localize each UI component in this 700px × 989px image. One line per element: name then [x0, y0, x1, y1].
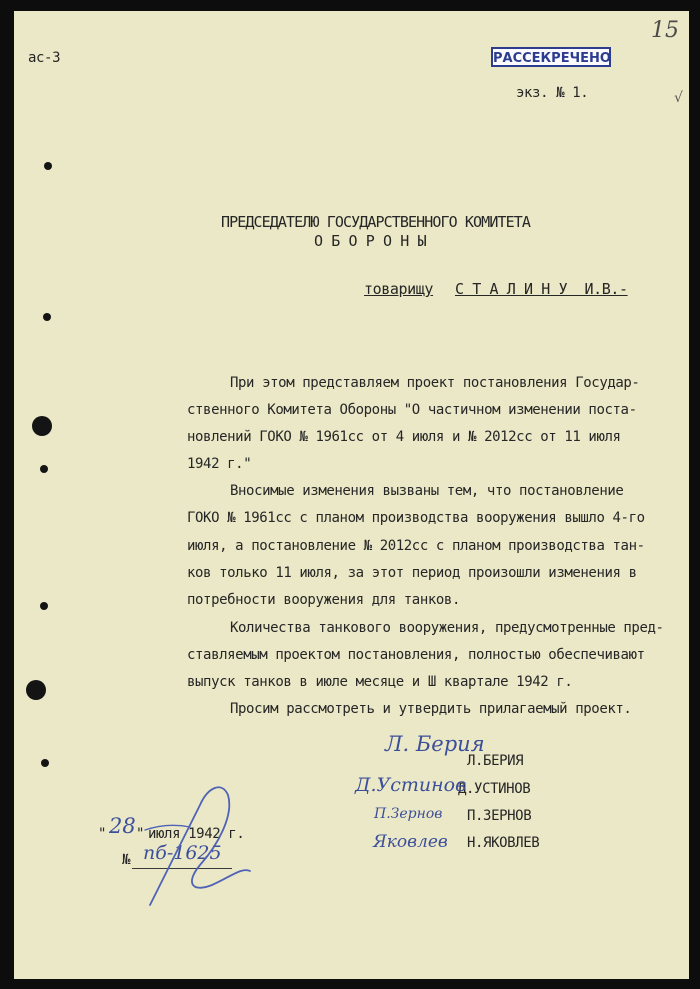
- punch-hole: [43, 313, 51, 321]
- body-line: ГОКО № 1961сс с планом производства вооружения вышло 4-го: [187, 510, 645, 526]
- page-number: 15: [651, 18, 679, 43]
- body-line: При этом представляем проект постановления Государ-: [230, 375, 640, 391]
- date-day: 28: [109, 814, 136, 838]
- copy-number: экз. № 1.: [516, 85, 589, 101]
- ink-scribble: [130, 775, 270, 915]
- addressee-name: С Т А Л И Н У И.В.-: [455, 280, 628, 298]
- body-line: июля, а постановление № 2012сс с планом производства тан-: [187, 538, 645, 554]
- body-line: ков только 11 июля, за этот период произошли изменения в: [187, 565, 637, 581]
- body-line: Просим рассмотреть и утвердить прилагаемый проект.: [230, 701, 632, 717]
- body-line: выпуск танков в июле месяце и Ш квартале 1942 г.: [187, 674, 573, 690]
- addressee-title: ПРЕДСЕДАТЕЛЮ ГОСУДАРСТВЕННОГО КОМИТЕТА: [221, 213, 530, 231]
- signature: Яковлев: [373, 832, 448, 852]
- punch-hole: [41, 759, 49, 767]
- body-line: новлений ГОКО № 1961сс от 4 июля и № 2012сс от 11 июля: [187, 429, 621, 445]
- body-line: Количества танкового вооружения, предусмотренные пред-: [230, 620, 664, 636]
- outgoing-number-prefix: №: [122, 852, 131, 868]
- signature: П.Зернов: [374, 806, 443, 822]
- punch-hole: [40, 465, 48, 473]
- date-quote-close: ": [136, 826, 145, 842]
- body-line: ставляемым проектом постановления, полностью обеспечивают: [187, 647, 645, 663]
- body-line: потребности вооружения для танков.: [187, 592, 460, 608]
- addressee-title-2: О Б О Р О Н Ы: [314, 232, 427, 250]
- signatory-name: Л.БЕРИЯ: [467, 753, 524, 769]
- signature: Д.Устинов: [355, 774, 467, 796]
- check-mark: √: [674, 90, 683, 106]
- outgoing-number: пб-1625: [143, 842, 222, 864]
- declassified-stamp: РАССЕКРЕЧЕНО: [491, 47, 611, 67]
- body-line: ственного Комитета Обороны "О частичном изменении поста-: [187, 402, 637, 418]
- corner-code: ас-3: [28, 50, 61, 66]
- signatory-name: Н.ЯКОВЛЕВ: [467, 835, 540, 851]
- body-line: Вносимые изменения вызваны тем, что постановление: [230, 483, 624, 499]
- signature: Л. Берия: [385, 732, 485, 756]
- body-line: 1942 г.": [187, 456, 252, 472]
- punch-hole: [26, 680, 46, 700]
- punch-hole: [44, 162, 52, 170]
- signatory-name: Д.УСТИНОВ: [458, 781, 531, 797]
- date-month-year: июля 1942 г.: [148, 826, 245, 842]
- punch-hole: [40, 602, 48, 610]
- punch-hole: [32, 416, 52, 436]
- date-quote-open: ": [98, 826, 107, 842]
- addressee-salutation: товарищу: [364, 280, 434, 298]
- signatory-name: П.ЗЕРНОВ: [467, 808, 532, 824]
